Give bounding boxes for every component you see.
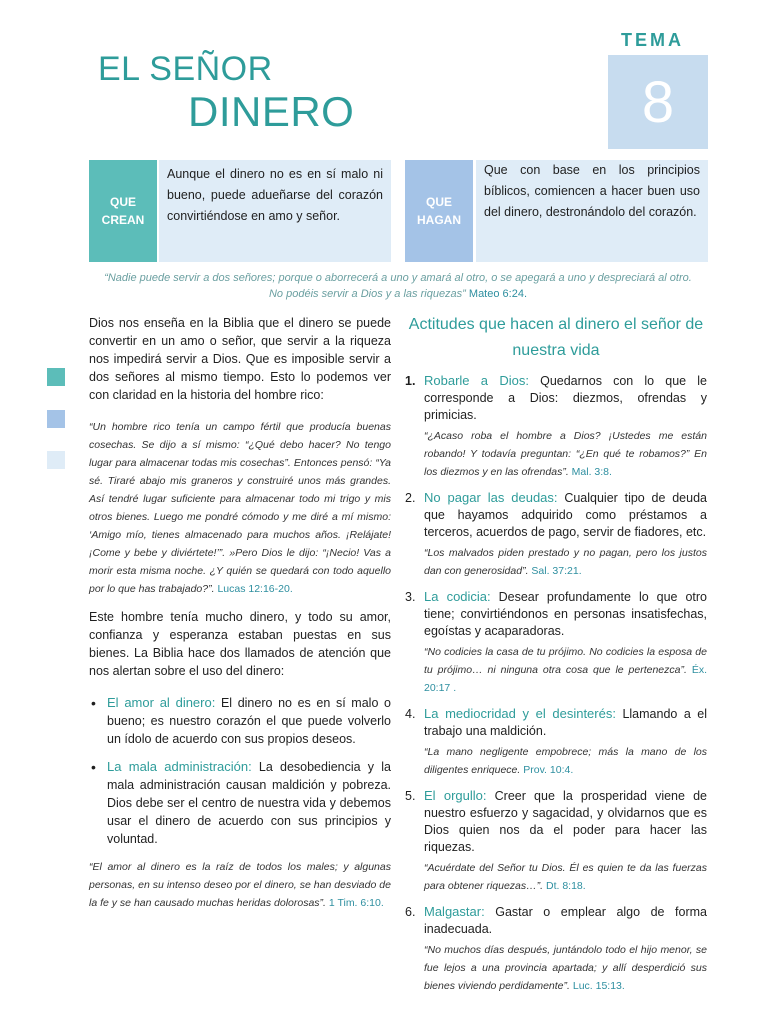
attitude-number: 4. bbox=[405, 707, 416, 721]
objective-believe-text: Aunque el dinero no es en sí malo ni bueno, puede adueñarse del corazón convirtiéndose en amo y señor. bbox=[159, 160, 391, 262]
attitude-quote: “No muchos días después, juntándolo todo el hijo menor, se fue lejos a una provincia apartada; y allí desperdició sus bienes viviendo perdidamente”. bbox=[424, 944, 707, 992]
attitude-item bbox=[405, 489, 707, 580]
attitude-title: Malgastar: bbox=[424, 904, 485, 919]
warning-item bbox=[89, 758, 391, 848]
attitude-title: La codicia: bbox=[424, 589, 491, 604]
warning-list bbox=[89, 694, 391, 848]
warning-title: El amor al dinero: bbox=[107, 695, 216, 710]
tema-number: 8 bbox=[641, 69, 675, 135]
warning-item bbox=[89, 694, 391, 748]
story-quote bbox=[89, 418, 391, 598]
key-verse-line-2: No podéis servir a Dios y a las riquezas” bbox=[268, 288, 466, 300]
warning-text: El dinero no es en sí malo o bueno; es nuestro corazón el que puede volverlo un ídolo de acuerdo con sus propios deseos. bbox=[107, 696, 391, 746]
attitude-quote: “La mano negligente empobrece; más la mano de los diligentes enriquece. bbox=[424, 746, 707, 776]
attitude-number: 6. bbox=[405, 905, 416, 919]
attitude-text: Quedarnos con lo que le corresponde a Dios: diezmos, ofrendas y primicias. bbox=[424, 374, 707, 422]
attitude-text: Gastar o emplear algo de forma inadecuada. bbox=[424, 905, 707, 936]
attitude-number: 5. bbox=[405, 789, 416, 803]
closing-quote-text: “El amor al dinero es la raíz de todos los males; y algunas personas, en su intenso deseo por el dinero, se han desviado de la fe y se han causado muchas heridas dolorosas”. bbox=[89, 861, 391, 909]
closing-ref: 1 Tim. 6:10. bbox=[328, 897, 384, 909]
section-title: Actitudes que hacen al dinero el señor de nuestra vida bbox=[408, 316, 704, 359]
intro-paragraph: Dios nos enseña en la Biblia que el dinero se puede convertir en un amo o señor, que servir a la riqueza nos impedirá servir a Dios. Que es imposible servir a dos señores al mismo tiempo. Esto lo podemos ver con claridad en la historia del hombre rico: bbox=[89, 316, 391, 402]
attitude-item bbox=[405, 588, 707, 697]
attitude-text: Creer que la prosperidad viene de nuestro esfuerzo y sagacidad, y olvidarnos que es Dios quien nos da el poder para hacer las riquezas. bbox=[424, 789, 707, 854]
objective-believe-label-1: QUE bbox=[109, 195, 136, 209]
attitude-item bbox=[405, 705, 707, 779]
attitude-item bbox=[405, 903, 707, 995]
attitude-quote: “No codicies la casa de tu prójimo. No codicies la esposa de tu prójimo… ni ninguna otra cosa que le pertenezca”. bbox=[424, 646, 707, 676]
title-line-2: DINERO bbox=[188, 88, 355, 135]
tema-number-box bbox=[608, 55, 708, 149]
attitude-number: 2. bbox=[405, 491, 416, 505]
decor-square-blue bbox=[47, 410, 65, 428]
attitude-ref: Mal. 3:8. bbox=[571, 466, 612, 478]
attitude-title: Robarle a Dios: bbox=[424, 373, 529, 388]
story-ref: Lucas 12:16-20. bbox=[217, 583, 293, 595]
left-column bbox=[89, 314, 391, 912]
attitude-number: 3. bbox=[405, 590, 416, 604]
objective-do-text: Que con base en los principios bíblicos, comiencen a hacer buen uso del dinero, destronándolo del corazón. bbox=[476, 160, 708, 262]
attitude-number: 1. bbox=[405, 374, 416, 388]
tema-label: TEMA bbox=[621, 30, 684, 50]
attitude-ref: Sal. 37:21. bbox=[531, 565, 582, 577]
objective-believe-label-2: CREAN bbox=[101, 213, 145, 227]
key-verse-line-1: “Nadie puede servir a dos señores; porque o aborrecerá a uno y amará al otro, o se apegará a uno y despreciará al otro. bbox=[104, 272, 692, 284]
warning-text: La desobediencia y la mala administración causan maldición y pobreza. Dios debe ser el centro de nuestra vida y debemos usar el dinero de acuerdo con sus principios y voluntad. bbox=[107, 760, 391, 846]
objective-believe-label bbox=[89, 160, 157, 262]
paragraph-2: Este hombre tenía mucho dinero, y todo su amor, confianza y esperanza estaban puestas en sus bienes. La Biblia hace dos llamados de atención que nos alertan sobre el uso del dinero: bbox=[89, 610, 391, 678]
attitude-title: No pagar las deudas: bbox=[424, 490, 558, 505]
objective-do-label bbox=[405, 160, 473, 262]
attitude-title: El orgullo: bbox=[424, 788, 487, 803]
attitude-ref: Éx. 20:17 . bbox=[424, 664, 707, 694]
attitude-quote: “Los malvados piden prestado y no pagan, pero los justos dan con generosidad”. bbox=[424, 547, 707, 577]
story-quote-text: “Un hombre rico tenía un campo fértil que producía buenas cosechas. Se dijo a sí mismo: “¿Qué debo hacer? No tengo lugar para almacenar todas mis cosechas”. Entonces pensó: “Ya sé. Tiraré abajo mis graneros y construiré unos más grandes. Así tendré lugar suficiente para almacenar todo mi trigo y mis otros bienes. Luego me pondré cómodo y me diré a mí mismo: ‘Amigo mío, tienes almacenado para muchos años. ¡Relájate! ¡Come y bebe y diviértete!’”. »Pero Dios le dijo: “¡Necio! Vas a morir esta misma noche. ¿Y quién se quedará con todo aquello por lo que has trabajado?”. bbox=[89, 421, 391, 595]
title-line-1: EL SEÑOR bbox=[98, 50, 273, 88]
objective-do-label-1: QUE bbox=[425, 195, 452, 209]
attitude-item bbox=[405, 787, 707, 895]
attitude-text: Desear profundamente lo que otro tiene; convirtiéndonos en personas insatisfechas, egoístas y acaparadoras. bbox=[424, 590, 707, 638]
attitude-ref: Prov. 10:4. bbox=[523, 764, 574, 776]
objective-do-label-2: HAGAN bbox=[417, 213, 461, 227]
closing-quote bbox=[89, 858, 391, 912]
right-column bbox=[405, 312, 707, 1003]
attitude-quote: “Acuérdate del Señor tu Dios. Él es quien te da las fuerzas para obtener riquezas…”. bbox=[424, 862, 707, 892]
attitude-quote: “¿Acaso roba el hombre a Dios? ¡Ustedes me están robando! Y todavía preguntan: “¿En qué te robamos?” En los diezmos y en las ofrendas”. bbox=[424, 430, 707, 478]
attitude-ref: Luc. 15:13. bbox=[572, 980, 625, 992]
attitude-item bbox=[405, 372, 707, 481]
attitude-ref: Dt. 8:18. bbox=[546, 880, 586, 892]
key-verse bbox=[92, 270, 704, 302]
bullet-dot-icon: • bbox=[91, 695, 96, 711]
attitude-text: Cualquier tipo de deuda que hayamos adquirido como préstamos a terceros, acuerdos de pago, servir de fiadores, etc. bbox=[424, 491, 707, 539]
decor-square-teal bbox=[47, 368, 65, 386]
key-verse-ref: Mateo 6:24. bbox=[468, 288, 527, 300]
decor-square-light bbox=[47, 451, 65, 469]
bullet-dot-icon: • bbox=[91, 759, 96, 775]
warning-title: La mala administración: bbox=[107, 759, 252, 774]
attitude-text: Llamando a el trabajo una maldición. bbox=[424, 707, 707, 738]
attitude-title: La mediocridad y el desinterés: bbox=[424, 706, 616, 721]
